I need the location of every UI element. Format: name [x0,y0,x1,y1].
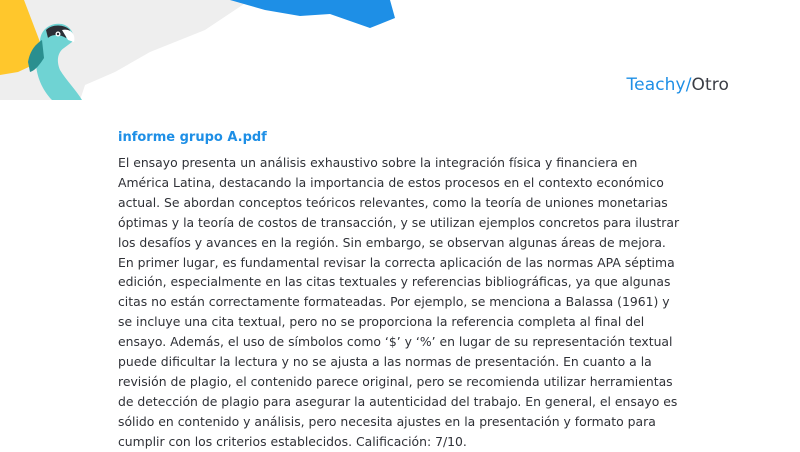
document-title[interactable]: informe grupo A.pdf [118,130,267,145]
brand-name[interactable]: Teachy [626,75,686,95]
document-content [118,130,684,452]
brand-breadcrumb[interactable] [627,75,729,95]
document-body: El ensayo presenta un análisis exhaustivo sobre la integración física y financiera en América Latina, destacando la importancia de estos procesos en el contexto económico actual. Se abordan conceptos teóricos relevantes, como la teoría de uniones monetarias óptimas y la teoría de costos de transacción, y se utilizan ejemplos concretos para ilustrar los desafíos y avances en la región. Sin embargo, se observan algunas áreas de mejora. En primer lugar, es fundamental revisar la correcta aplicación de las normas APA séptima edición, especialmente en las citas textuales y referencias bibliográficas, ya que algunas citas no están correctamente formateadas. Por ejemplo, se menciona a Balassa (1961) y se incluye una cita textual, pero no se proporciona la referencia completa al final del ensayo. Además, el uso de símbolos como ‘$’ y ‘%’ en lugar de su representación textual puede dificultar la lectura y no se ajusta a las normas de presentación. En cuanto a la revisión de plagio, el contenido parece original, pero se recomienda utilizar herramientas de detección de plagio para asegurar la autenticidad del trabajo. En general, el ensayo es sólido en contenido y análisis, pero necesita ajustes en la presentación y formato para cumplir con los criterios establecidos. Calificación: 7/10. [118,155,680,449]
breadcrumb-section[interactable]: Otro [691,75,729,95]
breadcrumb-separator: / [685,75,692,95]
banner-blue-shape [230,0,395,28]
